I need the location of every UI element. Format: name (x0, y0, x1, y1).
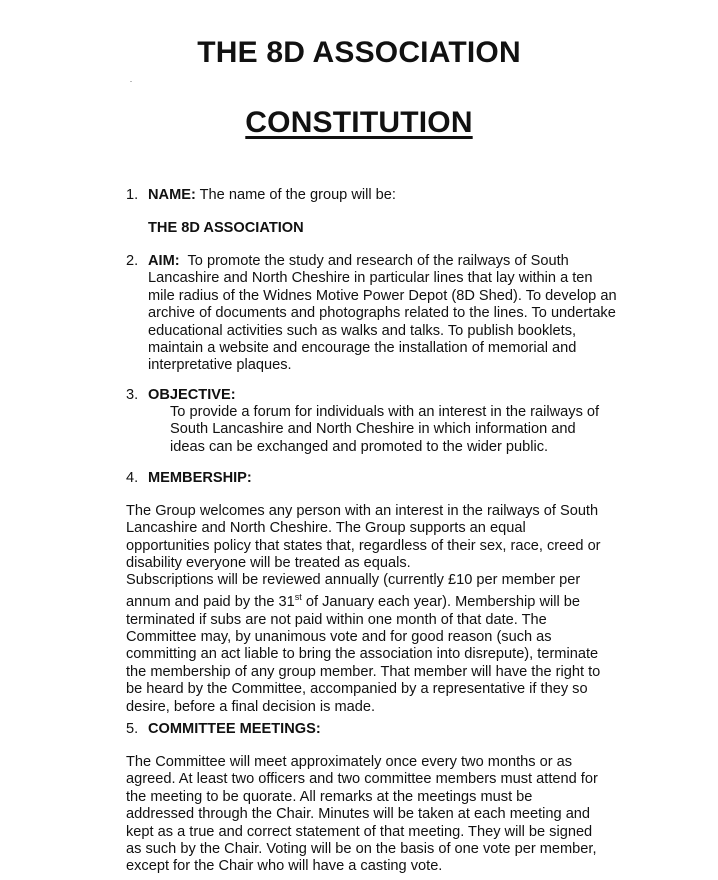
section-membership-header (126, 470, 252, 487)
membership-paragraph-2 (126, 572, 604, 716)
section-number: 1. (126, 187, 139, 203)
section-text: To provide a forum for individuals with an interest in the railways of South Lancashire and North Cheshire in which information and ideas can be exchanged and promoted to the wider public. (170, 404, 600, 455)
group-name-value: THE 8D ASSOCIATION (148, 220, 304, 236)
section-aim (148, 253, 618, 375)
section-name (126, 187, 646, 204)
section-text: The name of the group will be: (199, 187, 396, 203)
document-title: THE 8D ASSOCIATION (197, 36, 521, 69)
section-heading: COMMITTEE MEETINGS: (148, 721, 321, 737)
section-heading: NAME: (148, 187, 196, 203)
membership-text: of January each year). Membership will be terminated if subs are not paid within one month of that date. The Committee may, by unanimous vote and for good reason (such as committing an act liable to bring the association into disrepute), terminate the membership of any group member. That member will have the right to be heard by the Committee, accompanied by a representative if they so desire, before a final decision is made. (126, 594, 601, 715)
scan-speck (130, 81, 132, 82)
section-objective-header (126, 387, 236, 404)
section-committee-header (126, 721, 321, 738)
membership-text: Subscriptions will be reviewed annually (currently £10 per member per annum and paid by the 31 (126, 572, 581, 611)
section-text: To promote the study and research of the railways of South Lancashire and North Cheshire in particular lines that lay within a ten mile radius of the Widnes Motive Power Depot (8D Shed). To develop an archive of documents and photographs related to the lines. To undertake educational activities such as walks and talks. To publish booklets, maintain a website and encourage the installation of memorial and interpretative plaques. (148, 253, 617, 374)
section-heading: OBJECTIVE: (148, 387, 236, 403)
section-number: 2. (126, 253, 139, 269)
ordinal-suffix: st (294, 592, 302, 603)
document-subtitle: CONSTITUTION (245, 106, 473, 139)
section-heading: AIM: (148, 253, 180, 269)
section-number: 4. (126, 470, 139, 486)
section-text: The Committee will meet approximately once every two months or as agreed. At least two officers and two committee members must attend for the meeting to be quorate. All remarks at the meetings must be addressed through the Chair. Minutes will be taken at each meeting and kept as a true and correct statement of that meeting. They will be signed as such by the Chair. Voting will be on the basis of one vote per member, except for the Chair who will have a casting vote. (126, 754, 598, 875)
section-number: 3. (126, 387, 139, 403)
membership-paragraph-1: The Group welcomes any person with an interest in the railways of South Lancashire and North Cheshire. The Group supports an equal opportunities policy that states that, regardless of their sex, race, creed or disability everyone will be treated as equals. (126, 503, 601, 572)
section-number: 5. (126, 721, 139, 737)
section-heading: MEMBERSHIP: (148, 470, 252, 486)
